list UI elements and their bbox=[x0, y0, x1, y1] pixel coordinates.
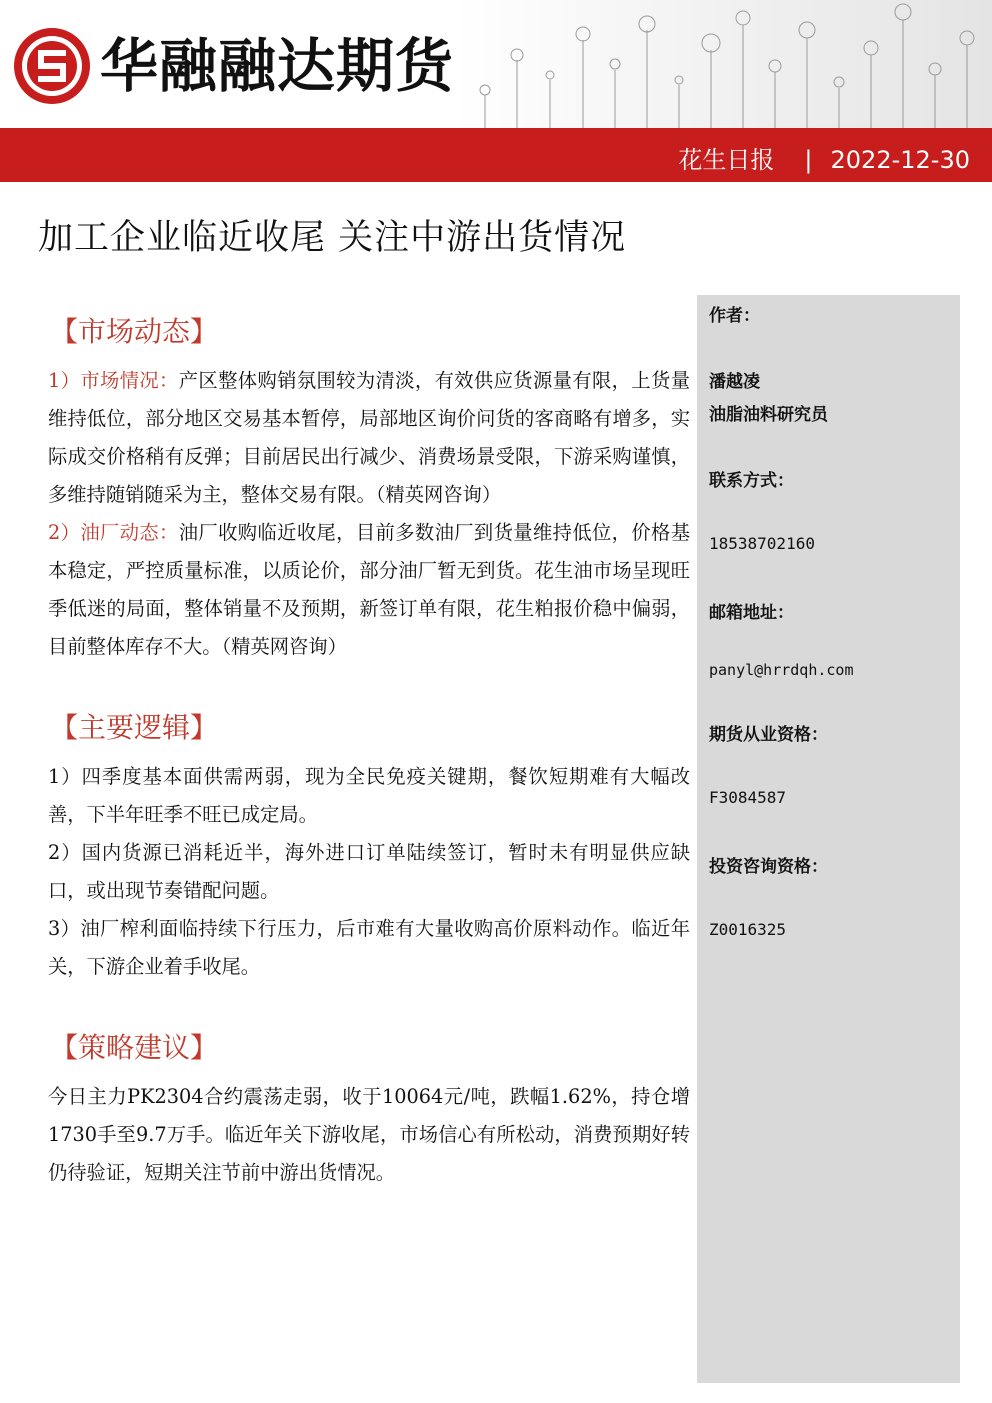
author-title: 油脂油料研究员 bbox=[709, 405, 828, 425]
author-name: 潘越凌 bbox=[709, 372, 760, 392]
author-label: 作者： bbox=[709, 306, 760, 326]
logic-item-3: 3）油厂榨利面临持续下行压力，后市难有大量收购高价原料动作。临近年关，下游企业着手收尾。 bbox=[48, 917, 690, 978]
advisory-qualification-value: Z0016325 bbox=[709, 920, 787, 939]
logic-heading: 【主要逻辑】 bbox=[50, 711, 219, 744]
futures-qualification-label: 期货从业资格： bbox=[709, 725, 828, 745]
market-paragraph-2 bbox=[48, 514, 690, 666]
logic-item-2: 2）国内货源已消耗近半，海外进口订单陆续签订，暂时未有明显供应缺口，或出现节奏错配问题。 bbox=[48, 841, 690, 902]
main-content bbox=[48, 312, 690, 1192]
author-sidebar bbox=[697, 295, 960, 1383]
market-heading: 【市场动态】 bbox=[50, 315, 219, 348]
email-label: 邮箱地址： bbox=[709, 603, 794, 623]
market-paragraph-1 bbox=[48, 362, 690, 514]
report-type: 花生日报 bbox=[678, 146, 775, 174]
market-text-1: 产区整体购销氛围较为清淡，有效供应货源量有限，上货量维持低位，部分地区交易基本暂停，局部地区询价问货的客商略有增多，实际成交价格稍有反弹；目前居民出行减少、消费场景受限，下游采购谨慎，多维持随销随采为主，整体交易有限。（精英网咨询） bbox=[48, 369, 690, 506]
brand-name: 华融融达期货 bbox=[100, 32, 455, 100]
contact-label: 联系方式： bbox=[709, 471, 794, 491]
report-header bbox=[0, 0, 992, 128]
contact-value: 18538702160 bbox=[709, 534, 815, 553]
advisory-qualification-label: 投资咨询资格： bbox=[709, 857, 828, 877]
report-date: 2022-12-30 bbox=[830, 146, 970, 174]
header-decoration bbox=[455, 0, 992, 128]
email-value[interactable]: panyl@hrrdqh.com bbox=[709, 661, 854, 679]
market-label-2: 2）油厂动态： bbox=[48, 521, 179, 544]
futures-qualification-value: F3084587 bbox=[709, 788, 787, 807]
company-logo-icon bbox=[12, 26, 92, 106]
page-title: 加工企业临近收尾 关注中游出货情况 bbox=[38, 218, 627, 258]
strategy-paragraph: 今日主力PK2304合约震荡走弱，收于10064元/吨，跌幅1.62%，持仓增1730手至9.7万手。临近年关下游收尾，市场信心有所松动，消费预期好转仍待验证，短期关注节前中游出货情况。 bbox=[48, 1085, 690, 1184]
market-text-2: 油厂收购临近收尾，目前多数油厂到货量维持低位，价格基本稳定，严控质量标准，以质论价，部分油厂暂无到货。花生油市场呈现旺季低迷的局面，整体销量不及预期，新签订单有限，花生粕报价稳中偏弱，目前整体库存不大。（精英网咨询） bbox=[48, 521, 690, 658]
banner-separator: | bbox=[804, 146, 813, 174]
strategy-heading: 【策略建议】 bbox=[50, 1031, 219, 1064]
market-label-1: 1）市场情况： bbox=[48, 369, 179, 392]
report-banner bbox=[0, 128, 992, 182]
logic-item-1: 1）四季度基本面供需两弱，现为全民免疫关键期，餐饮短期难有大幅改善，下半年旺季不旺已成定局。 bbox=[48, 765, 690, 826]
